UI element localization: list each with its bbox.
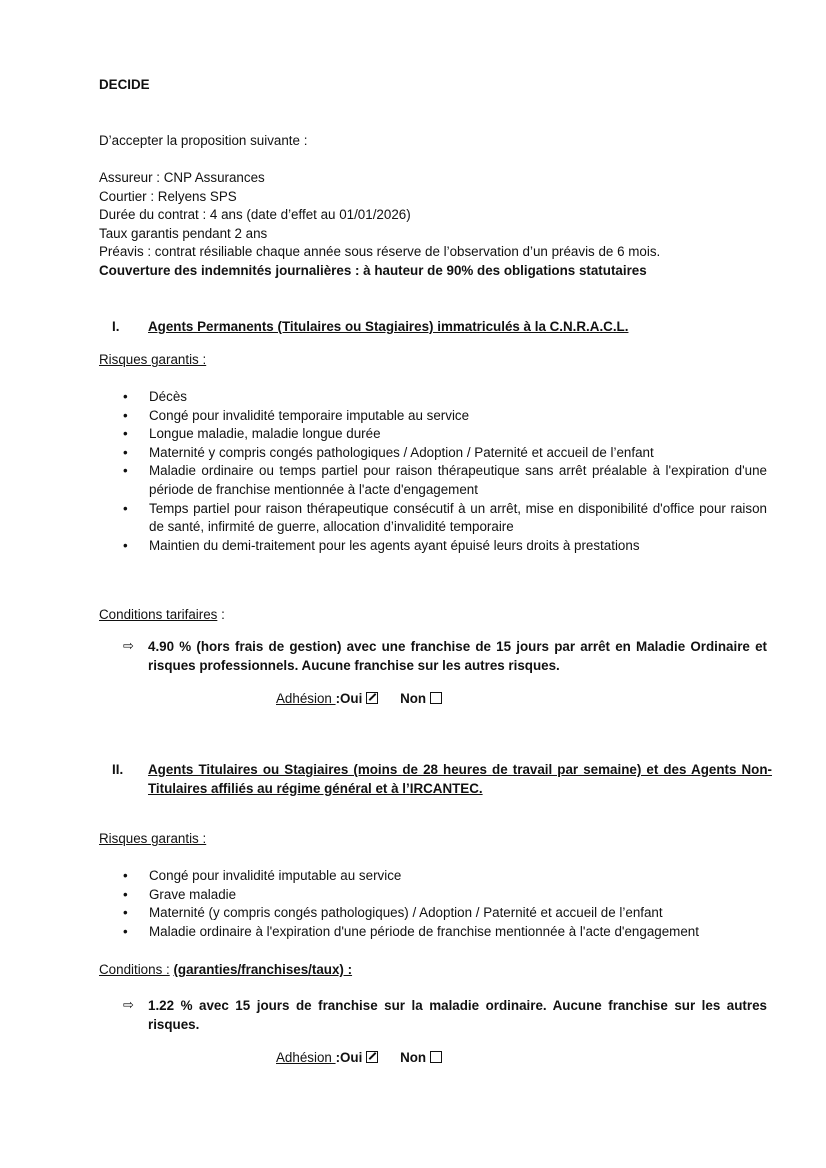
list-item: • Maladie ordinaire ou temps partiel pour raison thérapeutique sans arrêt préalable à l'expiration d'une période de franchise mentionnée à l'acte d'engagement [123, 463, 767, 497]
duree-line: Durée du contrat : 4 ans (date d’effet au 01/01/2026) [99, 207, 411, 223]
taux-line: Taux garantis pendant 2 ans [99, 225, 268, 241]
bullet-icon: • [123, 923, 128, 939]
adhesion-no-label: Non [400, 691, 427, 706]
section-2-rate [123, 997, 767, 1034]
list-item: • Temps partiel pour raison thérapeutique consécutif à un arrêt, mise en disponibilité d'office pour raison de santé, infirmité de guerre, allocation d’invalidité temporaire [123, 500, 767, 535]
list-item: • Grave maladie [99, 886, 767, 905]
adhesion-yes-checkbox[interactable] [366, 692, 378, 704]
section-1-risks-list [99, 388, 767, 555]
preavis-line: Préavis : contrat résiliable chaque année sous réserve de l’observation d’un préavis de 6 mois. [99, 244, 661, 260]
intro-text: D’accepter la proposition suivante : [99, 133, 308, 148]
adhesion-yes-checkbox[interactable] [366, 1051, 378, 1063]
bullet-icon: • [123, 463, 128, 479]
bullet-icon: • [123, 426, 128, 442]
adhesion-no-checkbox[interactable] [430, 1051, 442, 1063]
list-item: • Maladie ordinaire à l'expiration d'une période de franchise mentionnée à l'acte d'engagement [99, 923, 767, 942]
bullet-icon: • [123, 500, 128, 516]
decide-heading: DECIDE [99, 77, 150, 92]
adhesion-label: Adhésion [276, 691, 336, 706]
list-item: • Décès [99, 388, 767, 407]
section-1-conditions-title: Conditions tarifaires : [99, 607, 225, 622]
section-2-number: II. [112, 762, 124, 777]
arrow-right-icon: ⇨ [123, 998, 134, 1013]
section-1-risks-title: Risques garantis : [99, 352, 207, 367]
section-1-number: I. [112, 319, 120, 334]
section-2-risks-list [99, 867, 767, 941]
adhesion-label: Adhésion [276, 1050, 336, 1065]
list-item: • Maternité (y compris congés pathologiques) / Adoption / Paternité et accueil de l’enfant [99, 904, 767, 923]
list-item: • Maintien du demi-traitement pour les agents ayant épuisé leurs droits à prestations [99, 537, 767, 556]
list-item: • Maternité y compris congés pathologiques / Adoption / Paternité et accueil de l’enfant [99, 444, 767, 463]
section-1-rate-text: 4.90 % (hors frais de gestion) avec une franchise de 15 jours par arrêt en Maladie Ordinaire et risques professionnels. Aucune franchise sur les autres risques. [148, 639, 767, 673]
list-item: • Congé pour invalidité imputable au service [99, 867, 767, 886]
section-2-title: Agents Titulaires ou Stagiaires (moins de 28 heures de travail par semaine) et des Agents Non-Titulaires affiliés au régime général et à l’IRCANTEC. [148, 762, 772, 796]
bullet-icon: • [123, 389, 128, 404]
arrow-right-icon: ⇨ [123, 639, 134, 654]
adhesion-yes-label: :Oui [335, 691, 363, 706]
bullet-icon: • [123, 444, 128, 460]
assureur-line: Assureur : CNP Assurances [99, 170, 265, 185]
bullet-icon: • [123, 868, 128, 883]
section-2-conditions-title: Conditions : (garanties/franchises/taux) : [99, 962, 353, 977]
bullet-icon: • [123, 886, 128, 902]
section-1-rate [123, 638, 767, 675]
list-item: • Congé pour invalidité temporaire imputable au service [99, 407, 767, 426]
section-1-title: Agents Permanents (Titulaires ou Stagiaires) immatriculés à la C.N.R.A.C.L. [148, 319, 629, 334]
adhesion-no-label: Non [400, 1050, 427, 1065]
bullet-icon: • [123, 407, 128, 423]
contract-info [99, 169, 660, 281]
section-1-heading [112, 318, 772, 338]
adhesion-no-checkbox[interactable] [430, 692, 442, 704]
couverture-line: Couverture des indemnités journalières : à hauteur de 90% des obligations statutaires [99, 262, 647, 278]
section-1-adhesion [276, 690, 442, 709]
adhesion-yes-label: :Oui [335, 1050, 363, 1065]
section-2-adhesion [276, 1049, 442, 1068]
section-2-rate-text: 1.22 % avec 15 jours de franchise sur la maladie ordinaire. Aucune franchise sur les autres risques. [148, 998, 767, 1032]
list-item: • Longue maladie, maladie longue durée [99, 425, 767, 444]
courtier-line: Courtier : Relyens SPS [99, 188, 237, 204]
section-2-heading [112, 761, 772, 801]
bullet-icon: • [123, 905, 128, 921]
section-2-risks-title: Risques garantis : [99, 831, 207, 846]
bullet-icon: • [123, 537, 128, 553]
